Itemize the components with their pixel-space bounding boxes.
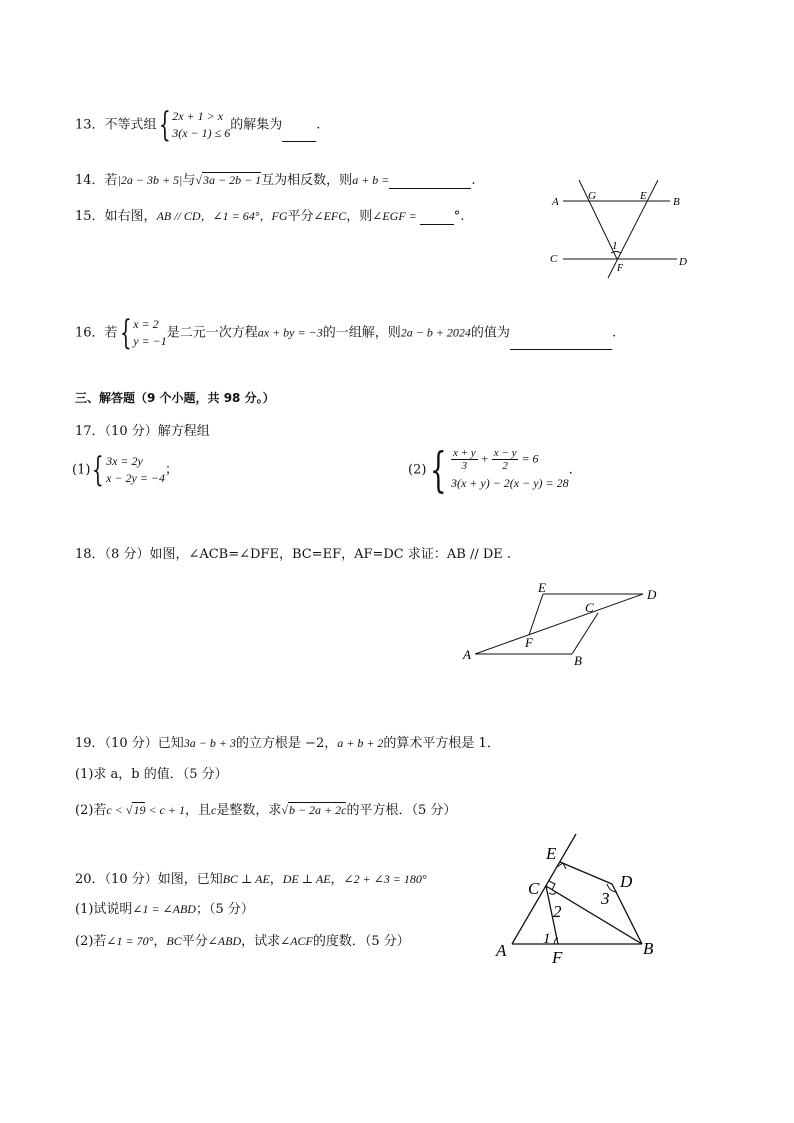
numerator: x − y — [493, 446, 517, 459]
question-15 — [75, 208, 464, 225]
equation: x = 2 — [133, 317, 159, 331]
section-title: 三、解答题（9 个小题，共 98 分。） — [75, 391, 275, 405]
label-d: D — [679, 256, 687, 268]
punctuation: ； — [165, 462, 179, 478]
label-angle-2: 2 — [553, 902, 562, 921]
brace-icon: { — [158, 105, 171, 145]
question-14 — [75, 172, 476, 189]
sqrt-icon: √ — [195, 173, 202, 187]
label-b: B — [673, 196, 680, 208]
question-text: 的解集为 — [230, 117, 283, 133]
question-text: (2)若 — [75, 803, 107, 818]
segment-ad — [475, 594, 643, 654]
label-e: E — [640, 190, 647, 202]
equation: 2x + 1 > x — [172, 109, 224, 123]
answer-blank[interactable] — [389, 176, 471, 189]
label-c: C — [528, 879, 540, 898]
segment-cb — [572, 613, 598, 654]
question-text: 是二元一次方程 — [166, 325, 258, 341]
question-text: 的算术平方根是 1． — [383, 736, 500, 751]
math-expression: a + b + 2 — [337, 736, 384, 750]
label-a: A — [463, 647, 471, 662]
fraction — [492, 447, 519, 472]
label-a: A — [496, 941, 507, 960]
label-angle-3: 3 — [601, 889, 610, 908]
question-text: 的一组解，则 — [322, 325, 401, 341]
brace-icon: { — [430, 442, 448, 498]
equation — [451, 447, 569, 472]
radicand: 3a − 2b − 1 — [202, 173, 262, 187]
math-expression: ，∠1 = 64° — [200, 209, 260, 223]
math-expression: 2a − b + 2024 — [400, 325, 471, 340]
label-e: E — [538, 580, 546, 595]
label-b: B — [643, 939, 654, 958]
math-expression: BC — [166, 934, 182, 948]
math-expression: |2a − 3b + 5| — [117, 173, 183, 187]
math-expression: DE ⊥ AE — [282, 872, 331, 886]
question-17-heading: 17．（10 分）解方程组 — [75, 424, 210, 439]
math-expression: ，FG — [259, 209, 288, 223]
question-text: 若 — [104, 325, 118, 341]
equation: 3x = 2y — [106, 454, 143, 468]
equation-system — [157, 105, 231, 145]
denominator: 2 — [502, 459, 508, 472]
question-number: 13． — [75, 117, 105, 133]
question-text: 是整数，求 — [216, 803, 282, 818]
fraction — [451, 447, 478, 472]
sqrt-expression: √b − 2a + 2c — [281, 803, 347, 817]
equation: 3(x − 1) ≤ 6 — [172, 126, 231, 140]
math-expression: ∠1 = 70° — [106, 934, 154, 948]
punctuation: ， — [330, 872, 344, 887]
math-expression: c < — [106, 803, 126, 817]
label-f: F — [525, 635, 533, 650]
punctuation: . — [316, 117, 321, 133]
question-text: 若 — [104, 173, 118, 188]
label-a: A — [552, 196, 559, 208]
question-number: 19．（10 分）已知 — [75, 736, 184, 751]
math-expression: ∠EGF = — [372, 209, 420, 223]
math-expression: ∠ABD — [207, 934, 242, 948]
question-text: 平分 — [287, 209, 314, 224]
question-text: 平分 — [181, 934, 208, 949]
math-expression: AB // CD — [156, 209, 201, 223]
question-number: 16． — [75, 325, 105, 341]
part-label: (2) — [408, 462, 427, 478]
radicand: 19 — [133, 803, 146, 817]
question-19-part-2 — [75, 802, 456, 819]
label-d: D — [647, 587, 657, 602]
equation: 3(x + y) − 2(x − y) = 28 — [450, 475, 569, 490]
label-b: B — [574, 653, 582, 668]
punctuation: . — [471, 173, 476, 188]
label-c: C — [550, 253, 558, 265]
question-17-part-2 — [408, 442, 573, 498]
label-angle-1: 1 — [612, 240, 618, 252]
math-expression: ax + by = −3 — [257, 325, 323, 340]
punctuation: . — [611, 325, 617, 341]
answer-blank[interactable] — [510, 337, 612, 350]
question-text: ，且 — [184, 803, 211, 818]
question-text: 与 — [182, 173, 196, 188]
math-expression: ∠ACF — [280, 934, 313, 948]
line-ef — [608, 180, 658, 278]
figure-q15 — [545, 178, 700, 283]
question-text: ，则 — [346, 209, 373, 224]
line-ae — [512, 834, 576, 944]
answer-blank[interactable] — [282, 129, 316, 142]
question-number: 14． — [75, 173, 105, 188]
question-text: 的值为 — [470, 325, 510, 341]
label-angle-1: 1 — [543, 931, 551, 947]
sqrt-expression — [195, 172, 261, 187]
question-text: 不等式组 — [104, 117, 157, 133]
equation: x − 2y = −4 — [106, 471, 166, 485]
label-c: C — [585, 600, 594, 615]
segment-ed — [560, 862, 612, 884]
question-text: ；（5 分） — [195, 902, 254, 917]
question-number: 15． — [75, 209, 105, 224]
question-20-part-1 — [75, 901, 254, 918]
rhs: = 6 — [521, 450, 539, 465]
label-f: F — [617, 263, 624, 274]
punctuation: ， — [269, 872, 283, 887]
question-text: 的立方根是 −2， — [235, 736, 338, 751]
question-text: 如右图， — [104, 209, 157, 224]
question-16 — [75, 313, 617, 353]
angle-2-arc — [549, 892, 556, 894]
punctuation: ， — [153, 934, 167, 949]
math-expression: ∠EFC — [313, 209, 347, 223]
question-text: 的平方根．（5 分） — [346, 803, 457, 818]
answer-blank[interactable] — [420, 212, 454, 225]
label-e: E — [546, 844, 557, 863]
math-expression: BC ⊥ AE — [222, 872, 270, 886]
question-number: 20．（10 分）如图，已知 — [75, 872, 223, 887]
question-18: 18．（8 分）如图，∠ACB=∠DFE，BC=EF，AF=DC 求证：AB // DE . — [75, 547, 512, 562]
numerator: x + y — [452, 446, 476, 459]
label-f: F — [552, 948, 563, 967]
math-expression: < c + 1 — [145, 803, 185, 817]
question-text: 的度数．（5 分） — [312, 934, 410, 949]
equation-system — [426, 442, 569, 498]
question-17-part-1 — [72, 450, 179, 490]
figure-q18 — [455, 578, 670, 670]
question-13 — [75, 105, 321, 145]
punctuation: . — [568, 462, 573, 478]
brace-icon: { — [92, 450, 105, 490]
math-variable: c — [211, 803, 217, 817]
question-20 — [75, 871, 427, 888]
label-g: G — [588, 190, 596, 202]
brace-icon: { — [119, 313, 132, 353]
denominator: 3 — [461, 459, 468, 472]
question-text: ，试求 — [241, 934, 281, 949]
equation-system — [90, 450, 166, 490]
question-text: (1)试说明 — [75, 902, 133, 917]
equation-system — [118, 313, 167, 353]
math-expression: ∠1 = ∠ABD — [132, 902, 196, 916]
segment-ef — [529, 594, 543, 635]
part-label: (1) — [72, 462, 91, 478]
question-text: 互为相反数，则 — [261, 173, 353, 188]
inequality: c < √19 < c + 1 — [106, 803, 185, 817]
operator: + — [480, 450, 489, 465]
question-19 — [75, 735, 500, 752]
question-19-part-1: (1)求 a，b 的值．（5 分） — [75, 767, 228, 782]
label-d: D — [620, 872, 633, 891]
math-expression: a + b = — [352, 173, 390, 187]
math-expression: ∠2 + ∠3 = 180° — [343, 872, 427, 886]
figure-q20 — [490, 830, 665, 968]
radicand: b − 2a + 2c — [288, 803, 347, 817]
equation: y = −1 — [133, 334, 167, 348]
question-20-part-2 — [75, 933, 410, 950]
math-expression: 3a − b + 3 — [183, 736, 236, 750]
punctuation: °. — [453, 209, 465, 224]
question-text: (2)若 — [75, 934, 107, 949]
